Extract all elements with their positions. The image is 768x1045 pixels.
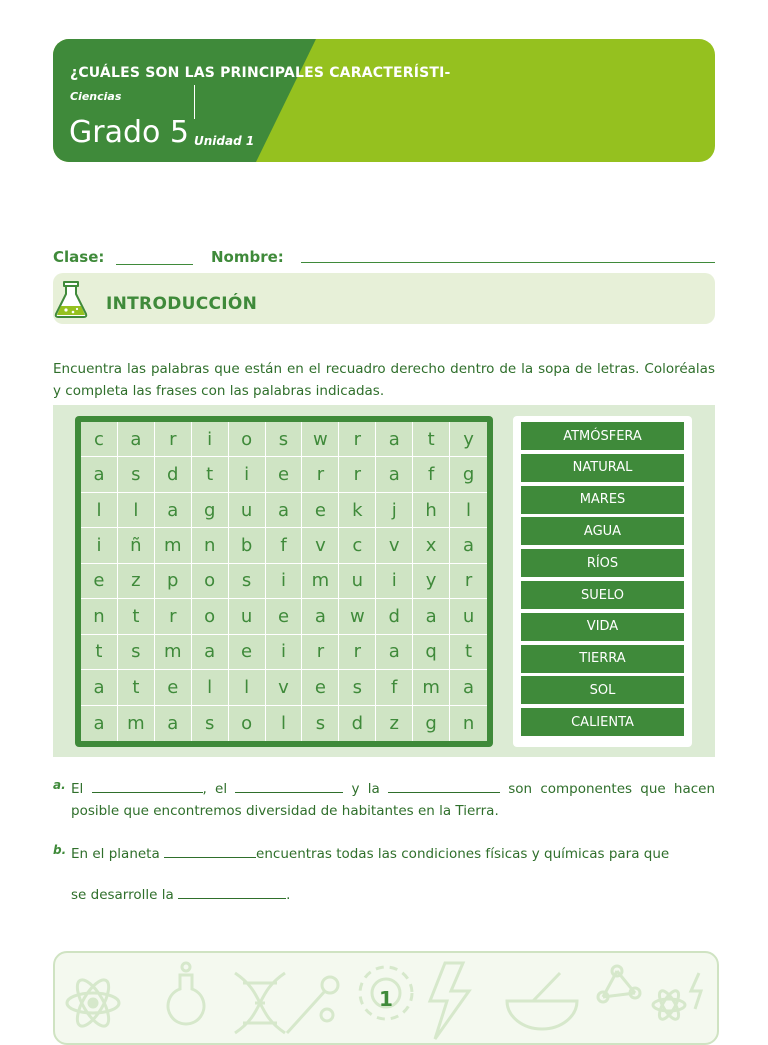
nombre-label: Nombre: — [211, 248, 284, 266]
grid-cell[interactable]: e — [302, 493, 339, 528]
header-divider — [194, 85, 195, 119]
grid-cell[interactable]: r — [302, 457, 339, 492]
grid-cell[interactable]: g — [413, 706, 450, 741]
grid-cell[interactable]: t — [118, 670, 155, 705]
question-b-part2: encuentras todas las condiciones físicas y químicas para que — [256, 846, 670, 862]
molecule-icon — [598, 966, 640, 1002]
dropper-icon — [287, 977, 338, 1033]
page-number: 1 — [379, 987, 393, 1011]
clase-label: Clase: — [53, 248, 105, 266]
grid-cell[interactable]: v — [302, 528, 339, 563]
grid-cell[interactable]: n — [192, 528, 229, 563]
grid-cell[interactable]: i — [192, 422, 229, 457]
section-header — [53, 273, 715, 324]
grid-cell[interactable]: b — [229, 528, 266, 563]
grid-cell[interactable]: u — [229, 493, 266, 528]
grid-cell[interactable]: u — [450, 599, 487, 634]
grid-cell[interactable]: v — [266, 670, 303, 705]
clase-field[interactable] — [116, 264, 193, 265]
grid-cell[interactable]: w — [339, 599, 376, 634]
grid-cell[interactable]: r — [155, 422, 192, 457]
dna-icon — [235, 973, 285, 1033]
lightning-icon — [430, 963, 469, 1039]
atom-icon — [67, 975, 119, 1030]
grid-cell[interactable]: z — [118, 564, 155, 599]
flask-outline-icon — [168, 963, 204, 1024]
grid-cell[interactable]: a — [81, 457, 118, 492]
grid-cell[interactable]: o — [229, 706, 266, 741]
bolt-small-icon — [691, 973, 701, 1009]
grid-cell[interactable]: l — [229, 670, 266, 705]
question-a-part1: El — [71, 781, 84, 797]
grid-cell[interactable]: d — [376, 599, 413, 634]
grid-cell[interactable]: a — [155, 493, 192, 528]
blank-a1[interactable] — [92, 778, 203, 793]
question-a — [53, 778, 715, 822]
word-item: NATURAL — [521, 454, 684, 482]
grid-cell[interactable]: i — [229, 457, 266, 492]
grid-cell[interactable]: a — [118, 422, 155, 457]
grid-cell[interactable]: o — [192, 564, 229, 599]
question-b — [53, 843, 715, 913]
grid-cell[interactable]: f — [376, 670, 413, 705]
header-grade: Grado 5 — [69, 115, 189, 150]
question-b-part4: . — [286, 887, 291, 903]
word-item: MARES — [521, 486, 684, 514]
grid-cell[interactable]: t — [81, 635, 118, 670]
grid-cell[interactable]: o — [229, 422, 266, 457]
grid-cell[interactable]: m — [302, 564, 339, 599]
grid-cell[interactable]: e — [266, 599, 303, 634]
grid-cell[interactable]: c — [339, 528, 376, 563]
grid-cell[interactable]: a — [192, 635, 229, 670]
grid-cell[interactable]: n — [81, 599, 118, 634]
grid-cell[interactable]: d — [339, 706, 376, 741]
grid-cell[interactable]: a — [266, 493, 303, 528]
instructions-text: Encuentra las palabras que están en el recuadro derecho dentro de la sopa de letras. Coloréalas y completa las frases con las palabras indicadas. — [53, 361, 715, 399]
word-item: CALIENTA — [521, 708, 684, 736]
grid-cell[interactable]: r — [155, 599, 192, 634]
grid-cell[interactable]: s — [192, 706, 229, 741]
grid-cell[interactable]: o — [192, 599, 229, 634]
question-a-part2: , el — [202, 781, 228, 797]
grid-cell[interactable]: s — [118, 457, 155, 492]
grid-cell[interactable]: s — [339, 670, 376, 705]
word-item: ATMÓSFERA — [521, 422, 684, 450]
section-title: INTRODUCCIÓN — [106, 294, 258, 314]
header-subject: Ciencias — [70, 90, 122, 103]
grid-cell[interactable]: l — [81, 493, 118, 528]
unit-header-banner — [53, 39, 715, 162]
flask-icon — [53, 279, 89, 319]
grid-cell[interactable]: k — [339, 493, 376, 528]
grid-cell[interactable]: u — [229, 599, 266, 634]
question-b-text — [71, 843, 715, 906]
header-title: ¿CUÁLES SON LAS PRINCIPALES CARACTERÍSTI- — [70, 65, 451, 81]
word-list — [513, 416, 692, 747]
grid-cell[interactable]: a — [155, 706, 192, 741]
grid-cell[interactable]: e — [266, 457, 303, 492]
grid-cell[interactable]: i — [81, 528, 118, 563]
grid-cell[interactable]: a — [450, 528, 487, 563]
grid-cell[interactable]: f — [413, 457, 450, 492]
student-info-row — [53, 248, 715, 268]
atom-small-icon — [653, 988, 685, 1022]
word-search-frame — [75, 416, 493, 747]
grid-cell[interactable]: r — [450, 564, 487, 599]
grid-cell[interactable]: c — [81, 422, 118, 457]
grid-cell[interactable]: y — [413, 564, 450, 599]
word-item: VIDA — [521, 613, 684, 641]
grid-cell[interactable]: i — [266, 564, 303, 599]
grid-cell[interactable]: i — [266, 635, 303, 670]
question-a-part4: son componentes que hacen posible que encontremos diversidad de habitantes en la Tierra. — [71, 781, 716, 819]
grid-cell[interactable]: d — [155, 457, 192, 492]
grid-cell[interactable]: e — [81, 564, 118, 599]
grid-cell[interactable]: g — [192, 493, 229, 528]
question-b-part3: se desarrolle la — [71, 887, 174, 903]
grid-cell[interactable]: e — [229, 635, 266, 670]
grid-cell[interactable]: r — [339, 457, 376, 492]
word-item: TIERRA — [521, 645, 684, 673]
grid-cell[interactable]: l — [118, 493, 155, 528]
grid-cell[interactable]: r — [339, 422, 376, 457]
word-item: RÍOS — [521, 549, 684, 577]
grid-cell[interactable]: r — [302, 635, 339, 670]
question-b-marker: b. — [53, 843, 67, 857]
grid-cell[interactable]: q — [413, 635, 450, 670]
grid-cell[interactable]: s — [302, 706, 339, 741]
grid-cell[interactable]: m — [118, 706, 155, 741]
question-a-marker: a. — [53, 778, 66, 792]
grid-cell[interactable]: a — [302, 599, 339, 634]
grid-cell[interactable]: s — [118, 635, 155, 670]
blank-b1[interactable] — [164, 843, 256, 858]
mortar-icon — [507, 973, 577, 1029]
grid-cell[interactable]: g — [450, 457, 487, 492]
word-item: SUELO — [521, 581, 684, 609]
grid-cell[interactable]: s — [266, 422, 303, 457]
grid-cell[interactable]: t — [118, 599, 155, 634]
blank-a3[interactable] — [388, 778, 500, 793]
grid-cell[interactable]: x — [413, 528, 450, 563]
grid-cell[interactable]: a — [413, 599, 450, 634]
question-b-part1: En el planeta — [71, 846, 160, 862]
header-unit: Unidad 1 — [194, 134, 255, 148]
grid-cell[interactable]: f — [266, 528, 303, 563]
blank-b2[interactable] — [178, 884, 286, 899]
grid-cell[interactable]: l — [450, 493, 487, 528]
word-item: AGUA — [521, 517, 684, 545]
grid-cell[interactable]: m — [413, 670, 450, 705]
grid-cell[interactable]: h — [413, 493, 450, 528]
grid-cell[interactable]: r — [339, 635, 376, 670]
page-footer — [53, 951, 719, 1045]
grid-cell[interactable]: p — [155, 564, 192, 599]
grid-cell[interactable]: v — [376, 528, 413, 563]
grid-cell[interactable]: s — [229, 564, 266, 599]
grid-cell[interactable]: a — [376, 422, 413, 457]
grid-cell[interactable]: y — [450, 422, 487, 457]
grid-cell[interactable]: l — [266, 706, 303, 741]
question-a-part3: y la — [343, 781, 380, 797]
nombre-field[interactable] — [301, 262, 715, 263]
grid-cell[interactable]: w — [302, 422, 339, 457]
grid-cell[interactable]: a — [450, 670, 487, 705]
grid-cell[interactable]: a — [376, 457, 413, 492]
word-search-panel — [53, 405, 715, 757]
grid-cell[interactable]: t — [450, 635, 487, 670]
question-a-text — [71, 778, 715, 822]
grid-cell[interactable]: e — [155, 670, 192, 705]
grid-cell[interactable]: m — [155, 528, 192, 563]
grid-cell[interactable]: z — [376, 706, 413, 741]
grid-cell[interactable]: t — [192, 457, 229, 492]
word-item: SOL — [521, 676, 684, 704]
grid-cell[interactable]: t — [413, 422, 450, 457]
grid-cell[interactable]: a — [376, 635, 413, 670]
grid-cell[interactable]: m — [155, 635, 192, 670]
grid-cell[interactable]: u — [339, 564, 376, 599]
grid-cell[interactable]: n — [462, 712, 475, 734]
grid-cell[interactable]: ñ — [118, 528, 155, 563]
grid-cell[interactable]: i — [376, 564, 413, 599]
blank-a2[interactable] — [235, 778, 343, 793]
grid-cell[interactable]: l — [192, 670, 229, 705]
grid-cell[interactable]: e — [302, 670, 339, 705]
grid-cell[interactable]: j — [376, 493, 413, 528]
grid-cell[interactable]: a — [81, 706, 118, 741]
word-search-grid — [81, 422, 487, 741]
grid-cell[interactable]: a — [81, 670, 118, 705]
